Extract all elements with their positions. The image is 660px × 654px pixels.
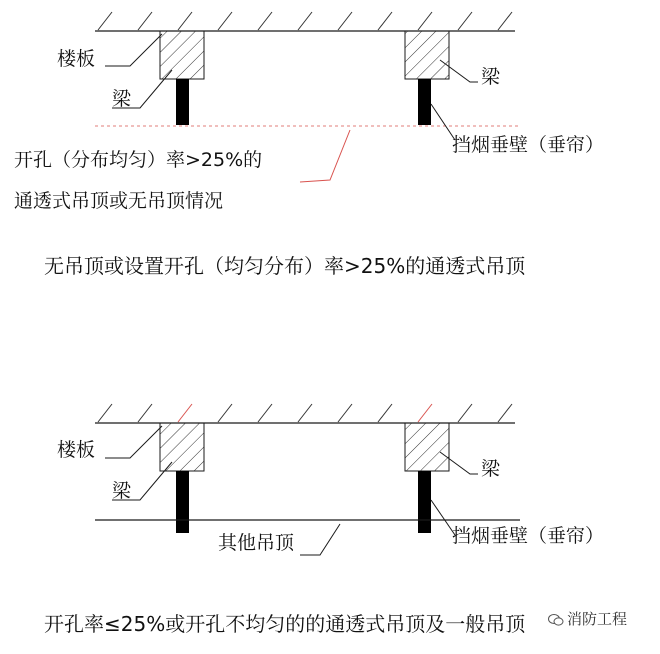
top-beam-right	[405, 31, 449, 79]
top-beam-label: 梁	[112, 88, 132, 110]
top-slab-hatch	[98, 12, 512, 30]
bottom-ceiling-label: 其他吊顶	[218, 532, 295, 554]
bottom-slab-label: 楼板	[57, 439, 96, 461]
top-curtain-label: 挡烟垂壁（垂帘）	[452, 134, 605, 156]
bottom-beam-label: 梁	[112, 480, 132, 502]
top-curtain-left	[176, 79, 189, 125]
bottom-beam-right-label: 梁	[481, 458, 501, 480]
bottom-slab-leader	[105, 426, 162, 458]
top-slab-label: 楼板	[57, 48, 96, 70]
top-curtain-right	[418, 79, 431, 125]
bottom-ceiling-leader	[300, 524, 340, 555]
bottom-beam-left	[160, 423, 204, 471]
watermark	[548, 612, 627, 627]
top-ceiling-note-line2: 通透式吊顶或无吊顶情况	[14, 190, 224, 212]
top-caption: 无吊顶或设置开孔（均匀分布）率>25%的通透式吊顶	[44, 254, 526, 278]
watermark-text: 消防工程	[567, 610, 628, 628]
bottom-slab-hatch	[98, 404, 512, 422]
bottom-caption: 开孔率≤25%或开孔不均匀的的通透式吊顶及一般吊顶	[44, 612, 526, 636]
top-ceiling-note-line1: 开孔（分布均匀）率>25%的	[14, 149, 263, 171]
bottom-beam-right	[405, 423, 449, 471]
bottom-curtain-left	[176, 471, 189, 533]
top-slab-leader	[105, 34, 162, 66]
bottom-curtain-label: 挡烟垂壁（垂帘）	[452, 525, 605, 547]
top-beam-right-label: 梁	[481, 66, 501, 88]
bottom-curtain-right	[418, 471, 431, 533]
top-ceiling-leader	[300, 130, 350, 182]
top-beam-left	[160, 31, 204, 79]
wechat-icon	[548, 614, 564, 626]
